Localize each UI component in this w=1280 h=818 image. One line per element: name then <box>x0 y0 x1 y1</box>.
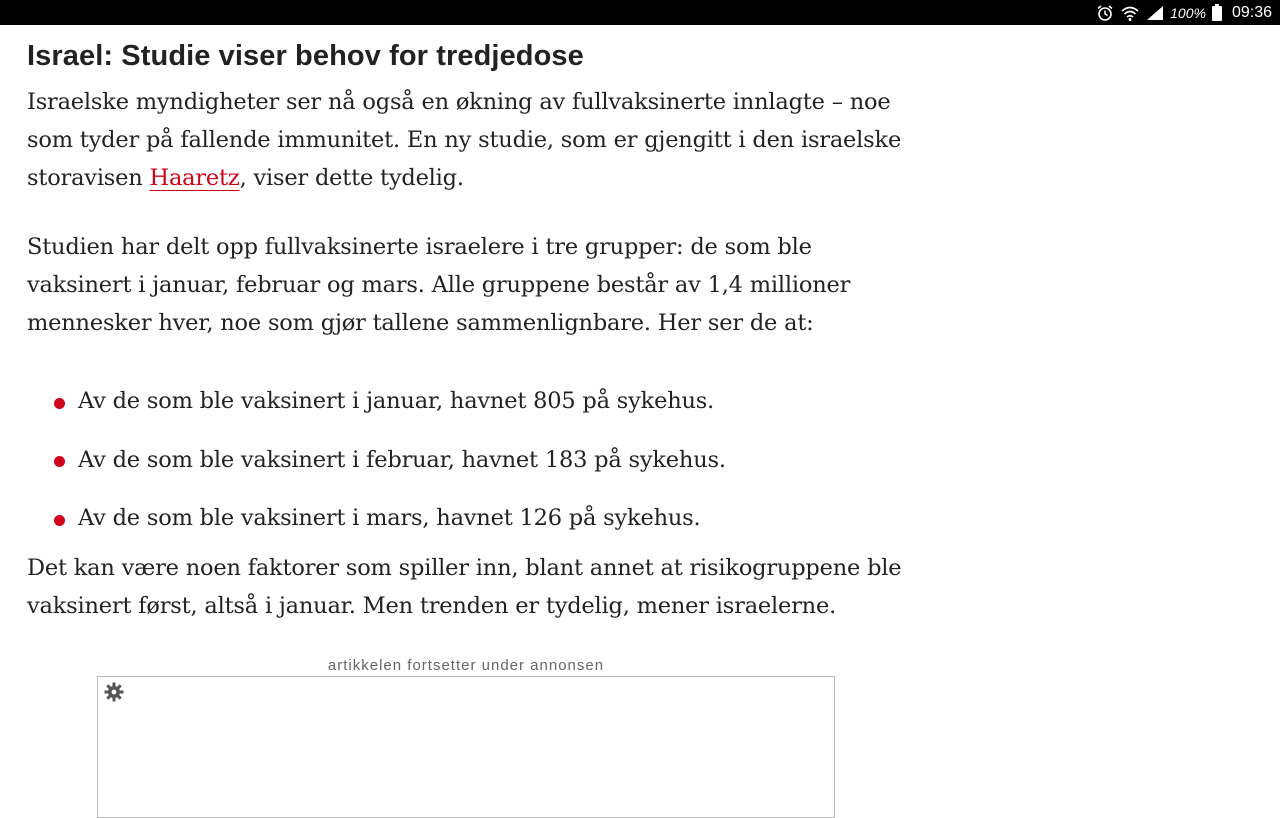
list-item <box>54 431 726 490</box>
article-headline: Israel: Studie viser behov for tredjedose <box>27 40 584 72</box>
haaretz-link[interactable]: Haaretz <box>149 165 240 191</box>
gear-icon[interactable] <box>104 682 124 706</box>
article-paragraph-1 <box>27 83 907 197</box>
article-paragraph-3: Det kan være noen faktorer som spiller inn, blant annet at risikogruppene ble vaksinert først, altså i januar. Men trenden er tydelig, mener israelerne. <box>27 555 902 619</box>
list-item-text: Av de som ble vaksinert i januar, havnet 805 på sykehus. <box>78 388 715 415</box>
clock: 09:36 <box>1231 3 1272 21</box>
alarm-icon <box>1096 4 1114 22</box>
signal-icon <box>1146 5 1164 21</box>
battery-percent: 100% <box>1170 4 1206 21</box>
list-item-text: Av de som ble vaksinert i februar, havnet 183 på sykehus. <box>78 446 726 473</box>
bullet-dot-icon <box>54 398 65 409</box>
bullet-list <box>54 372 726 548</box>
list-item <box>54 489 726 548</box>
paragraph-text: Israelske myndigheter ser nå også en økning av fullvaksinerte innlagte – noe som tyder på fallende immunitet. En ny studie, som er gjengitt i den israelske storavisen <box>27 89 902 191</box>
bullet-dot-icon <box>54 456 65 467</box>
list-item <box>54 372 726 431</box>
battery-icon <box>1212 4 1222 21</box>
paragraph-text: , viser dette tydelig. <box>239 165 464 191</box>
ad-label: artikkelen fortsetter under annonsen <box>327 657 605 674</box>
bullet-dot-icon <box>54 515 65 526</box>
status-bar <box>0 0 1280 25</box>
list-item-text: Av de som ble vaksinert i mars, havnet 126 på sykehus. <box>78 505 701 532</box>
status-icons <box>1096 0 1272 25</box>
ad-container[interactable] <box>97 676 835 818</box>
wifi-icon <box>1120 4 1140 22</box>
article-paragraph-2: Studien har delt opp fullvaksinerte israelere i tre grupper: de som ble vaksinert i januar, februar og mars. Alle gruppene består av 1,4 millioner mennesker hver, noe som gjør tallene sammenlignbare. Her ser de at: <box>27 234 851 336</box>
